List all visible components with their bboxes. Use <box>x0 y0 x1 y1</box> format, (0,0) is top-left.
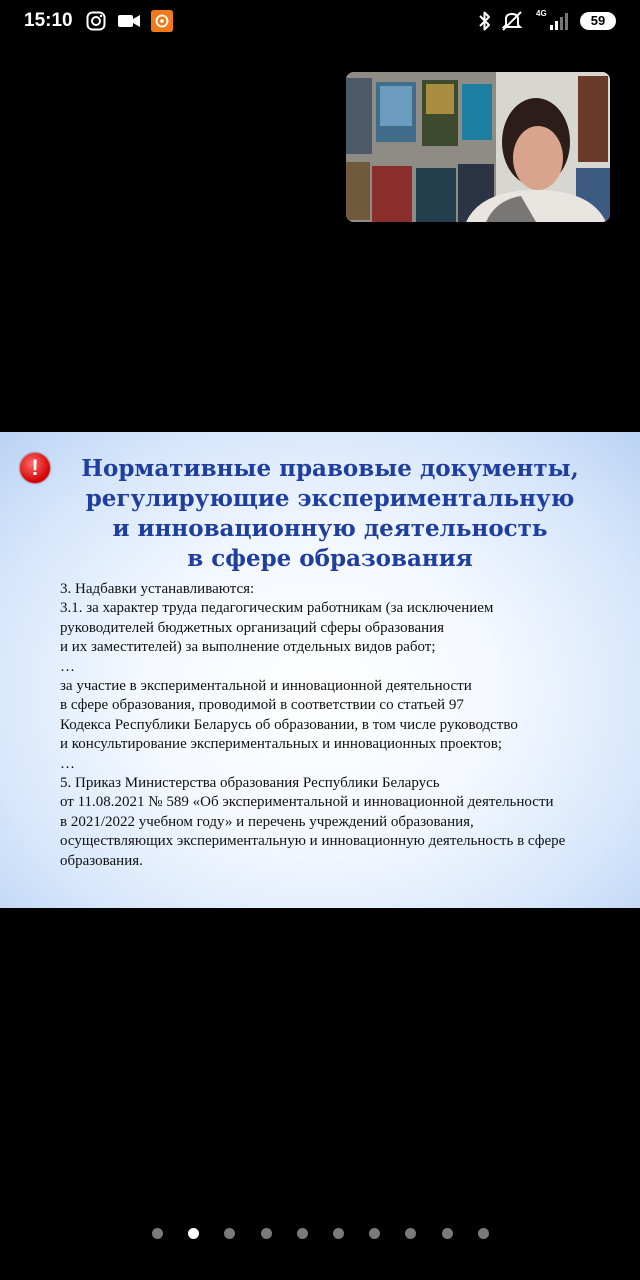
slide-body-line: 5. Приказ Министерства образования Республики Беларусь <box>60 775 440 792</box>
slide-body-line: 3.1. за характер труда педагогическим работникам (за исключением <box>60 600 494 617</box>
page-dot-active[interactable] <box>188 1228 199 1239</box>
slide-title-line: в сфере образования <box>187 545 473 572</box>
slide-body-line: образования. <box>60 852 143 869</box>
presenter-video-image <box>346 72 610 222</box>
page-dot[interactable] <box>152 1228 163 1239</box>
video-camera-icon <box>117 10 141 32</box>
slide-body-line: осуществляющих экспериментальную и инновационную деятельность в сфере <box>60 833 566 850</box>
slide-body-line: в 2021/2022 учебном году» и перечень учреждений образования, <box>60 813 474 830</box>
page-dot[interactable] <box>442 1228 453 1239</box>
presenter-video-tile[interactable] <box>346 72 610 222</box>
slide-body-line: 3. Надбавки устанавливаются: <box>60 581 255 597</box>
slide-body-line: от 11.08.2021 № 589 «Об экспериментальной и инновационной деятельности <box>60 794 554 811</box>
app-notification-icon <box>150 10 174 32</box>
slide-title-line: Нормативные правовые документы, <box>81 455 579 482</box>
signal-icon <box>548 10 572 32</box>
slide-body-line: за участие в экспериментальной и инновационной деятельности <box>60 678 472 695</box>
bluetooth-icon <box>478 10 492 32</box>
slide-title-line: и инновационную деятельность <box>112 515 548 542</box>
page-indicator[interactable] <box>0 1228 640 1242</box>
slide-title-line: регулирующие экспериментальную <box>85 485 575 512</box>
instagram-icon <box>86 10 106 32</box>
slide-body-line: Кодекса Республики Беларусь об образовании, в том числе руководство <box>60 716 518 733</box>
page-dot[interactable] <box>261 1228 272 1239</box>
slide-body-line: … <box>60 658 75 675</box>
page-dot[interactable] <box>369 1228 380 1239</box>
page-dot[interactable] <box>405 1228 416 1239</box>
page-dot[interactable] <box>478 1228 489 1239</box>
slide-body-line: и их заместителей) за выполнение отдельных видов работ; <box>60 639 436 656</box>
network-type-label: 4G <box>536 9 547 18</box>
slide-body-line: и консультирование экспериментальных и инновационных проектов; <box>60 736 502 753</box>
slide-title <box>60 454 600 574</box>
slide-body-text <box>60 580 620 871</box>
slide-body-line: в сфере образования, проводимой в соответствии со статьей 97 <box>60 697 464 714</box>
status-bar <box>0 0 640 44</box>
page-dot[interactable] <box>333 1228 344 1239</box>
page-dot[interactable] <box>297 1228 308 1239</box>
page-dot[interactable] <box>224 1228 235 1239</box>
slide-body-line: … <box>60 755 75 772</box>
shared-presentation-slide[interactable] <box>0 432 640 908</box>
slide-body-line: руководителей бюджетных организаций сферы образования <box>60 619 445 636</box>
mute-icon <box>501 10 523 32</box>
alert-icon: ! <box>20 453 50 483</box>
battery-indicator: 59 <box>580 12 616 30</box>
status-time: 15:10 <box>24 10 73 31</box>
